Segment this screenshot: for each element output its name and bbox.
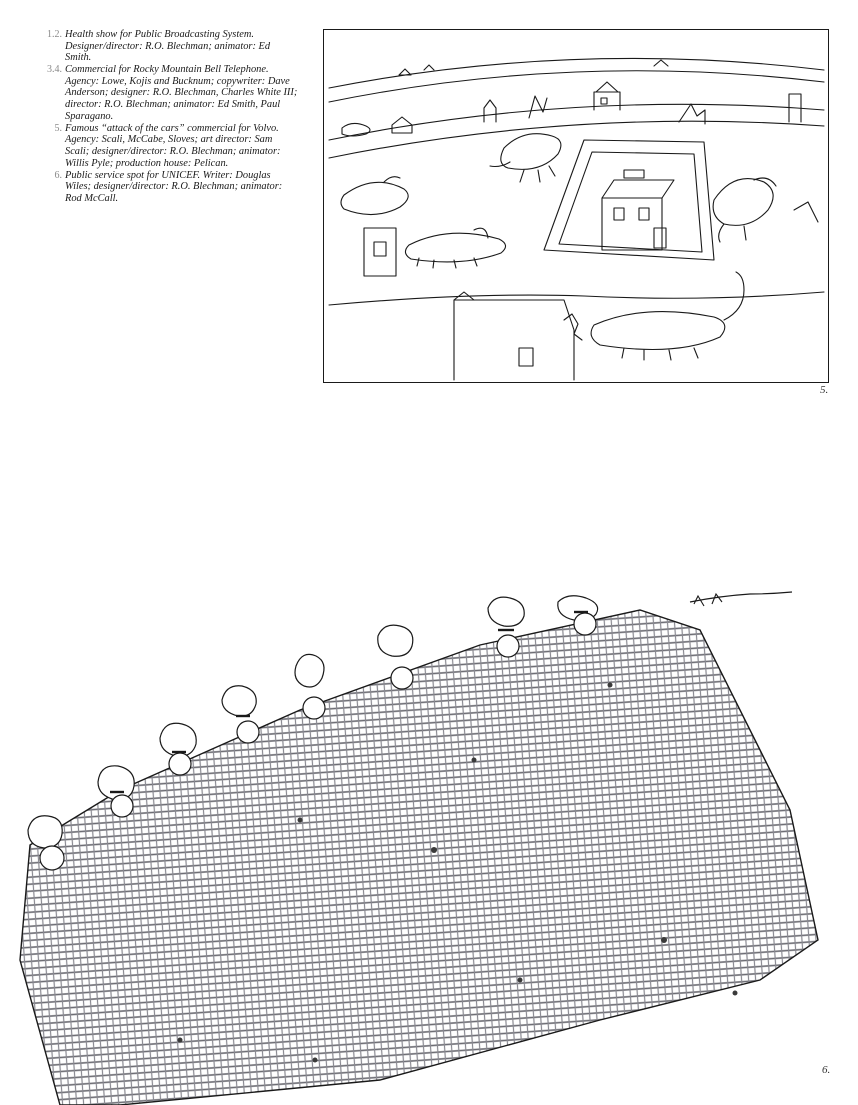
caption-item <box>36 123 298 169</box>
caption-list <box>36 29 298 205</box>
caption-item <box>36 29 298 64</box>
figure-number-6: 6. <box>822 1064 831 1076</box>
caption-number: 3.4. <box>47 64 62 76</box>
unicef-net-illustration <box>0 560 858 1105</box>
caption-text: Commercial for Rocky Mountain Bell Telephone. Agency: Lowe, Kojis and Bucknum; copywriter: Dave Anderson; designer: R.O. Blechman, Charles White III; director: R.O. Blechman; animator: Ed Smith, Paul Sparagano. <box>65 64 298 122</box>
figure-number-5: 5. <box>820 384 829 396</box>
caption-number: 1.2. <box>47 29 62 40</box>
volvo-cars-illustration <box>323 29 829 383</box>
caption-number: 6. <box>54 169 62 181</box>
caption-item <box>36 170 298 205</box>
caption-text: Health show for Public Broadcasting System. Designer/director: R.O. Blechman; animator: Ed Smith. <box>65 29 271 64</box>
caption-number: 5. <box>54 122 62 134</box>
caption-text: Public service spot for UNICEF. Writer: Douglas Wiles; designer/director: R.O. Blechman; animator: Rod McCall. <box>65 169 283 204</box>
caption-text: Famous “attack of the cars” commercial for Volvo. Agency: Scali, McCabe, Sloves; art director: Sam Scali; designer/director: R.O. Blechman; animator: Willis Pyle; production house: Pelican. <box>65 122 281 169</box>
caption-item <box>36 64 298 122</box>
